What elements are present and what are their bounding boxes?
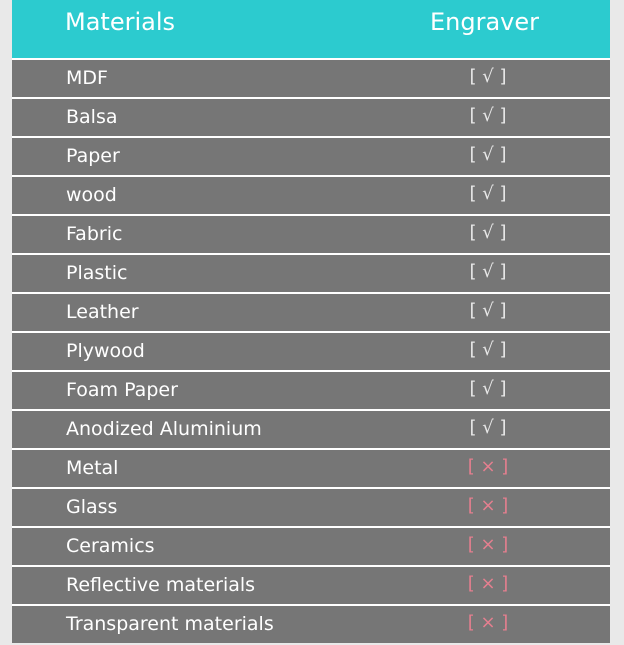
unsupported-cross-mark: [ × ] [467, 456, 509, 477]
unsupported-cross-mark: [ × ] [467, 534, 509, 555]
table-row [12, 372, 610, 409]
table-row [12, 411, 610, 448]
materials-column-header: Materials [65, 8, 176, 36]
material-name: Fabric [66, 223, 123, 245]
material-name: wood [66, 184, 117, 206]
table-row [12, 294, 610, 331]
materials-table [12, 0, 610, 641]
material-name: Paper [66, 145, 120, 167]
material-name: Balsa [66, 106, 118, 128]
table-row [12, 450, 610, 487]
supported-check-mark: [ √ ] [469, 66, 507, 87]
material-name: Ceramics [66, 535, 155, 557]
supported-check-mark: [ √ ] [469, 105, 507, 126]
table-row [12, 138, 610, 175]
material-name: Anodized Aluminium [66, 418, 262, 440]
supported-check-mark: [ √ ] [469, 222, 507, 243]
unsupported-cross-mark: [ × ] [467, 612, 509, 633]
supported-check-mark: [ √ ] [469, 183, 507, 204]
table-body [12, 60, 610, 645]
material-name: Plastic [66, 262, 128, 284]
table-header [12, 0, 610, 58]
supported-check-mark: [ √ ] [469, 339, 507, 360]
unsupported-cross-mark: [ × ] [467, 573, 509, 594]
table-row [12, 528, 610, 565]
material-name: MDF [66, 67, 108, 89]
table-row [12, 99, 610, 136]
engraver-column-header: Engraver [430, 8, 540, 36]
unsupported-cross-mark: [ × ] [467, 495, 509, 516]
table-row [12, 177, 610, 214]
supported-check-mark: [ √ ] [469, 417, 507, 438]
material-name: Leather [66, 301, 139, 323]
table-row [12, 489, 610, 526]
table-row [12, 216, 610, 253]
material-name: Transparent materials [66, 613, 274, 635]
material-name: Glass [66, 496, 118, 518]
table-row [12, 333, 610, 370]
material-name: Foam Paper [66, 379, 178, 401]
table-row [12, 606, 610, 643]
material-name: Reflective materials [66, 574, 256, 596]
supported-check-mark: [ √ ] [469, 300, 507, 321]
material-name: Metal [66, 457, 119, 479]
material-name: Plywood [66, 340, 145, 362]
table-row [12, 60, 610, 97]
table-row [12, 255, 610, 292]
supported-check-mark: [ √ ] [469, 261, 507, 282]
supported-check-mark: [ √ ] [469, 144, 507, 165]
table-row [12, 567, 610, 604]
supported-check-mark: [ √ ] [469, 378, 507, 399]
